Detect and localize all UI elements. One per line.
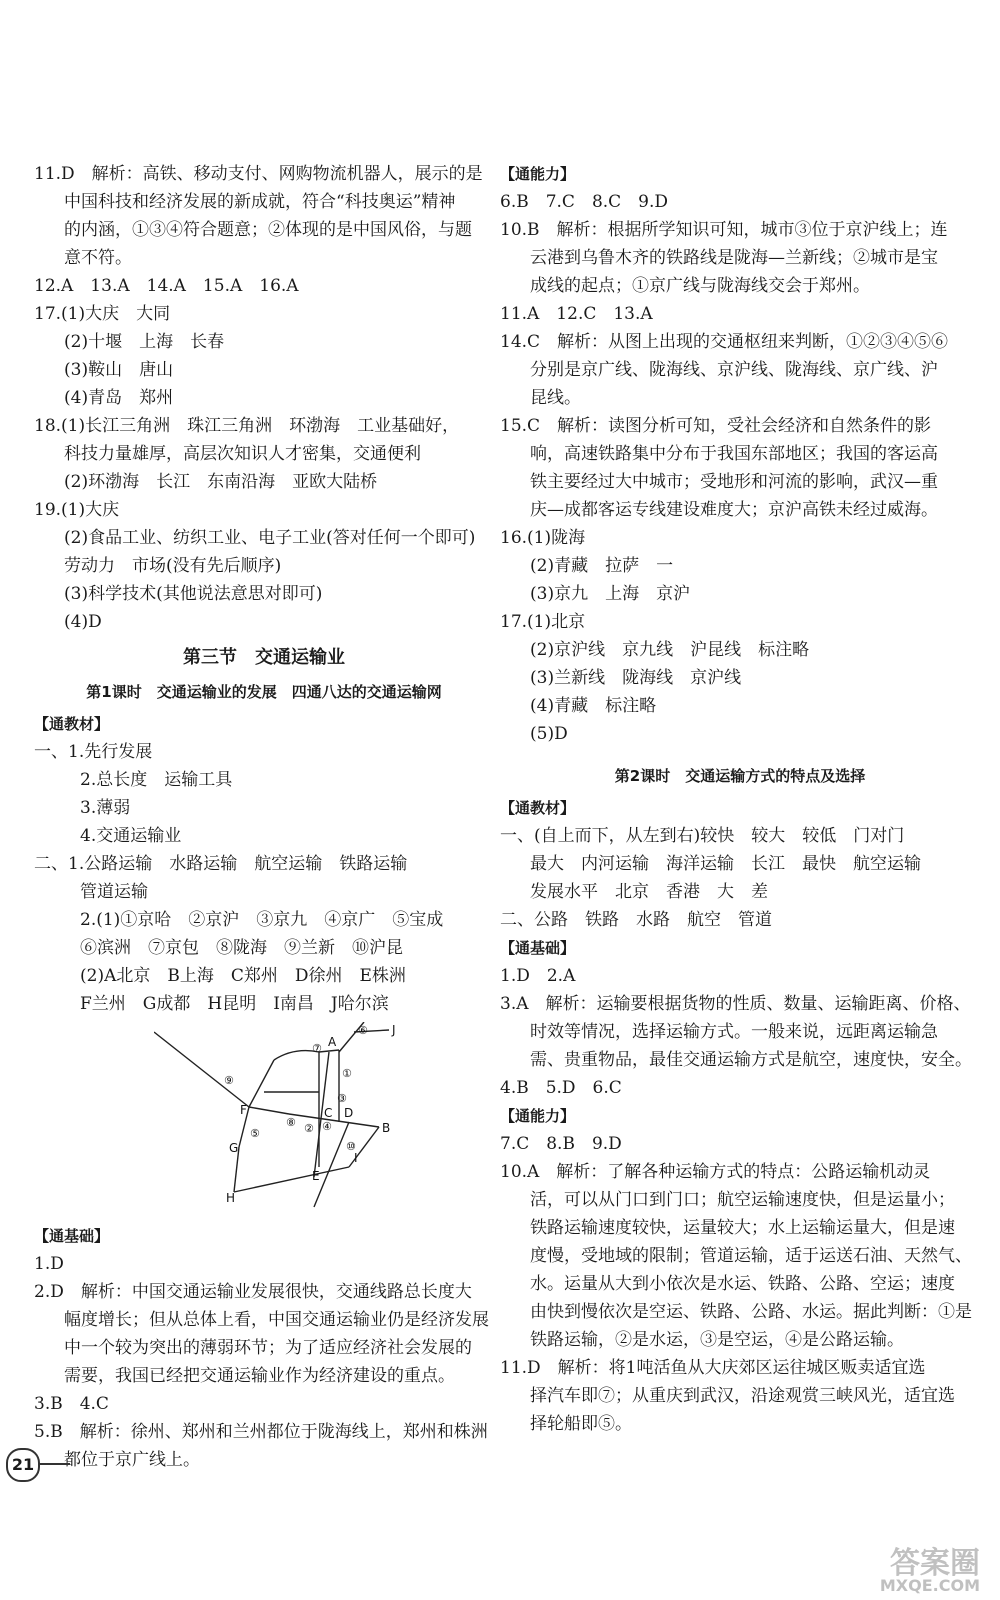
map-num-3: ③ (337, 1092, 347, 1105)
left-column (34, 160, 494, 1474)
text-line: 3.A 解析：运输要根据货物的性质、数量、运输距离、价格、 (500, 994, 971, 1014)
text-line: 3.薄弱 (80, 798, 131, 818)
page-number: 21 (6, 1448, 40, 1482)
map-label-C: C (324, 1106, 333, 1120)
text-line: 15.C 解析：读图分析可知，受社会经济和自然条件的影 (500, 416, 932, 436)
text-line: 1.D 2.A (500, 966, 576, 986)
text-line: 云港到乌鲁木齐的铁路线是陇海—兰新线；②城市是宝 (530, 248, 938, 268)
map-line (249, 1107, 289, 1114)
text-line: 4.交通运输业 (80, 826, 182, 846)
text-line: 2.D 解析：中国交通运输业发展很快，交通线路总长度大 (34, 1282, 472, 1302)
map-num-9: ⑨ (224, 1074, 234, 1087)
text-line: (2)环渤海 长江 东南沿海 亚欧大陆桥 (64, 472, 378, 492)
jichu-block-2 (500, 962, 980, 1102)
tag-jichu-2: 【通基础】 (500, 939, 576, 957)
text-line: (4)青岛 郑州 (64, 388, 174, 408)
text-line: 由快到慢依次是空运、铁路、公路、水运。据此判断：①是 (530, 1302, 972, 1322)
map-line (289, 1114, 379, 1127)
watermark-logo: 答案圈 (890, 1546, 980, 1581)
text-line: 10.A 解析：了解各种运输方式的特点：公路运输机动灵 (500, 1162, 931, 1182)
tag-nengli-2: 【通能力】 (500, 1107, 576, 1125)
map-num-5: ⑤ (250, 1127, 260, 1140)
text-line: 2.(1)①京哈 ②京沪 ③京九 ④京广 ⑤宝成 (80, 910, 444, 930)
text-line: 11.A 12.C 13.A (500, 304, 653, 324)
text-line: 6.B 7.C 8.C 9.D (500, 192, 669, 212)
jichu-block-1 (34, 1250, 494, 1474)
text-line: (3)鞍山 唐山 (64, 360, 174, 380)
map-label-H: H (226, 1191, 236, 1205)
text-line: 铁路运输速度较快，运量较大；水上运输运量大，但是速 (530, 1218, 955, 1238)
text-line: (5)D (530, 724, 568, 744)
right-column (500, 160, 980, 1438)
page-number-rule (40, 1463, 70, 1465)
text-line: (2)青藏 拉萨 一 (530, 556, 674, 576)
text-line: 铁主要经过大中城市；受地形和河流的影响，武汉—重 (530, 472, 938, 492)
jiaocai-block-2 (500, 822, 980, 934)
map-num-1: ① (342, 1067, 352, 1080)
text-line: 发展水平 北京 香港 大 差 (530, 882, 768, 902)
map-label-A: A (328, 1035, 337, 1049)
watermark-url: MXQE.COM (879, 1576, 980, 1595)
text-line: 择轮船即⑤。 (530, 1414, 632, 1434)
text-line: 二、公路 铁路 水路 航空 管道 (500, 910, 772, 930)
map-num-2: ② (304, 1122, 314, 1135)
map-label-F: F (240, 1103, 247, 1117)
text-line: 一、1.先行发展 (34, 742, 153, 762)
text-line: 需、贵重物品，最佳交通运输方式是航空，速度快，安全。 (530, 1050, 972, 1070)
text-line: 5.B 解析：徐州、郑州和兰州都位于陇海线上，郑州和株洲 (34, 1422, 488, 1442)
text-line: ⑥滨洲 ⑦京包 ⑧陇海 ⑨兰新 ⑩沪昆 (80, 938, 403, 958)
text-line: (2)食品工业、纺织工业、电子工业(答对任何一个即可) (64, 528, 476, 548)
tag-nengli-1: 【通能力】 (500, 165, 576, 183)
text-line: 需要，我国已经把交通运输业作为经济建设的重点。 (64, 1366, 455, 1386)
text-line: (2)A北京 B上海 C郑州 D徐州 E株洲 (80, 966, 406, 986)
text-line: 17.(1)北京 (500, 612, 586, 632)
text-line: 成线的起点；①京广线与陇海线交会于郑州。 (530, 276, 870, 296)
railway-map (154, 1022, 414, 1222)
map-num-8: ⑧ (286, 1116, 296, 1129)
text-line: 1.D (34, 1254, 64, 1274)
text-line: 最大 内河运输 海洋运输 长江 最快 航空运输 (530, 854, 921, 874)
tag-jiaocai-1: 【通教材】 (34, 715, 110, 733)
text-line: (2)十堰 上海 长春 (64, 332, 225, 352)
text-line: 12.A 13.A 14.A 15.A 16.A (34, 276, 299, 296)
text-line: 水。运量从大到小依次是水运、铁路、公路、空运；速度 (530, 1274, 955, 1294)
section-title: 第三节 交通运输业 (183, 647, 345, 668)
map-num-7: ⑦ (312, 1042, 322, 1055)
map-line (249, 1060, 274, 1107)
text-line: 3.B 4.C (34, 1394, 109, 1414)
text-line: 18.(1)长江三角洲 珠江三角洲 环渤海 工业基础好， (34, 416, 460, 436)
left-answer-block (34, 160, 494, 636)
text-line: 都位于京广线上。 (64, 1450, 200, 1470)
lesson-2-title: 第2课时 交通运输方式的特点及选择 (614, 767, 866, 785)
text-line: (3)科学技术(其他说法意思对即可) (64, 584, 323, 604)
map-label-D: D (344, 1106, 354, 1120)
text-line: 管道运输 (80, 882, 148, 902)
text-line: 2.总长度 运输工具 (80, 770, 233, 790)
text-line: 意不符。 (64, 248, 132, 268)
text-line: 昆线。 (530, 388, 581, 408)
map-label-J: J (392, 1023, 396, 1037)
text-line: 庆—成都客运专线建设难度大；京沪高铁未经过威海。 (530, 500, 938, 520)
text-line: F兰州 G成都 H昆明 I南昌 J哈尔滨 (80, 994, 389, 1014)
text-line: 一、(自上而下，从左到右)较快 较大 较低 门对门 (500, 826, 905, 846)
text-line: 11.D 解析：将1吨活鱼从大庆郊区运往城区贩卖适宜选 (500, 1358, 926, 1378)
text-line: 劳动力 市场(没有先后顺序) (64, 556, 282, 576)
text-line: 时效等情况，选择运输方式。一般来说，远距离运输急 (530, 1022, 938, 1042)
tag-jiaocai-2: 【通教材】 (500, 799, 576, 817)
jiaocai-block-1 (34, 738, 494, 1018)
nengli-block-2 (500, 1130, 980, 1438)
text-line: 的内涵，①③④符合题意；②体现的是中国风俗，与题 (64, 220, 472, 240)
text-line: 度慢，受地域的限制；管道运输，适于运送石油、天然气、 (530, 1246, 972, 1266)
lesson-1-title: 第1课时 交通运输业的发展 四通八达的交通运输网 (86, 683, 442, 701)
text-line: 4.B 5.D 6.C (500, 1078, 622, 1098)
map-label-I: I (354, 1151, 358, 1165)
text-line: (3)京九 上海 京沪 (530, 584, 691, 604)
map-label-E: E (312, 1169, 320, 1183)
text-line: (2)京沪线 京九线 沪昆线 标注略 (530, 640, 810, 660)
text-line: (3)兰新线 陇海线 京沪线 (530, 668, 742, 688)
map-line (234, 1167, 349, 1192)
text-line: 11.D 解析：高铁、移动支付、网购物流机器人，展示的是 (34, 164, 483, 184)
text-line: 中一个较为突出的薄弱环节；为了适应经济社会发展的 (64, 1338, 472, 1358)
map-line (154, 1032, 249, 1107)
text-line: 16.(1)陇海 (500, 528, 586, 548)
text-line: 10.B 解析：根据所学知识可知，城市③位于京沪线上；连 (500, 220, 948, 240)
text-line: 17.(1)大庆 大同 (34, 304, 171, 324)
map-num-6: ⑥ (358, 1024, 368, 1037)
tag-jichu-1: 【通基础】 (34, 1227, 110, 1245)
text-line: 活，可以从门口到门口；航空运输速度快，但是运量小； (530, 1190, 955, 1210)
map-num-4: ④ (322, 1120, 332, 1133)
text-line: 铁路运输，②是水运，③是空运，④是公路运输。 (530, 1330, 904, 1350)
text-line: 7.C 8.B 9.D (500, 1134, 622, 1154)
text-line: 二、1.公路运输 水路运输 航空运输 铁路运输 (34, 854, 408, 874)
text-line: 择汽车即⑦；从重庆到武汉，沿途观赏三峡风光，适宜选 (530, 1386, 955, 1406)
text-line: 中国科技和经济发展的新成就，符合“科技奥运”精神 (64, 192, 456, 212)
text-line: 分别是京广线、陇海线、京沪线、陇海线、京广线、沪 (530, 360, 938, 380)
nengli-block-1 (500, 188, 980, 748)
map-num-10: ⑩ (346, 1140, 356, 1153)
map-label-B: B (382, 1121, 391, 1135)
text-line: 19.(1)大庆 (34, 500, 120, 520)
text-line: 响，高速铁路集中分布于我国东部地区；我国的客运高 (530, 444, 938, 464)
text-line: 科技力量雄厚，高层次知识人才密集，交通便利 (64, 444, 421, 464)
map-label-G: G (229, 1141, 239, 1155)
text-line: 14.C 解析：从图上出现的交通枢纽来判断，①②③④⑤⑥ (500, 332, 949, 352)
text-line: 幅度增长；但从总体上看，中国交通运输业仍是经济发展 (64, 1310, 489, 1330)
text-line: (4)D (64, 612, 102, 632)
text-line: (4)青藏 标注略 (530, 696, 657, 716)
